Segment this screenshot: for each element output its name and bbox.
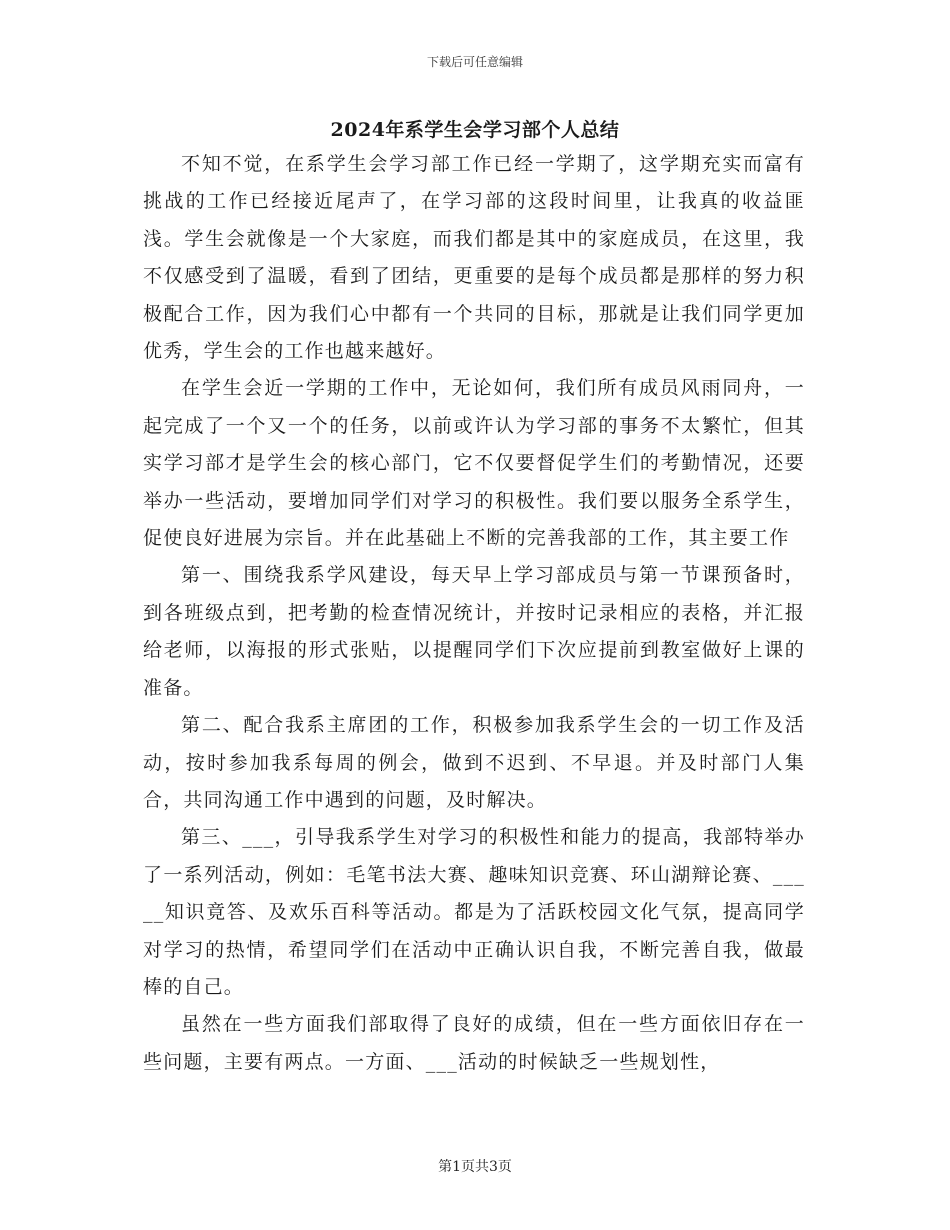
paragraph-work-overview: 在学生会近一学期的工作中，无论如何，我们所有成员风雨同舟，一起完成了一个又一个的任务，以前或许认为学习部的事务不太繁忙，但其实学习部才是学生会的核心部门，它不仅要督促学生们的考勤情况，还要举办一些活动，要增加同学们对学习的积极性。我们要以服务全系学生，促使良好进展为宗旨。并在此基础上不断的完善我部的工作，其主要工作 — [143, 377, 805, 550]
page-footer-indicator: 第1页共3页 — [438, 1159, 512, 1175]
paragraph-intro: 不知不觉，在系学生会学习部工作已经一学期了，这学期充实而富有挑战的工作已经接近尾声了，在学习部的这段时间里，让我真的收益匪浅。学生会就像是一个大家庭，而我们都是其中的家庭成员，在这里，我不仅感受到了温暖，看到了团结，更重要的是每个成员都是那样的努力积极配合工作，因为我们心中都有一个共同的目标，那就是让我们同学更加优秀，学生会的工作也越来越好。 — [143, 153, 805, 363]
paragraph-task-one: 第一、围绕我系学风建设，每天早上学习部成员与第一节课预备时，到各班级点到，把考勤的检查情况统计，并按时记录相应的表格，并汇报给老师，以海报的形式张贴，以提醒同学们下次应提前到教室做好上课的准备。 — [143, 564, 805, 699]
paragraph-task-two: 第二、配合我系主席团的工作，积极参加我系学生会的一切工作及活动，按时参加我系每周的例会，做到不迟到、不早退。并及时部门人集合，共同沟通工作中遇到的问题，及时解决。 — [143, 714, 805, 811]
document-title: 2024年系学生会学习部个人总结 — [330, 119, 620, 141]
paragraph-task-three: 第三、___，引导我系学生对学习的积极性和能力的提高，我部特举办了一系列活动，例如：毛笔书法大赛、趣味知识竞赛、环山湖辩论赛、_____知识竟答、及欢乐百科等活动。都是为了活跃校园文化气氛，提高同学对学习的热情，希望同学们在活动中正确认识自我，不断完善自我，做最棒的自己。 — [143, 826, 805, 998]
document-body — [143, 146, 805, 1081]
page-header-note: 下载后可任意编辑 — [426, 55, 523, 69]
paragraph-problems: 虽然在一些方面我们部取得了良好的成绩，但在一些方面依旧存在一些问题，主要有两点。一方面、___活动的时候缺乏一些规划性， — [143, 1013, 805, 1073]
